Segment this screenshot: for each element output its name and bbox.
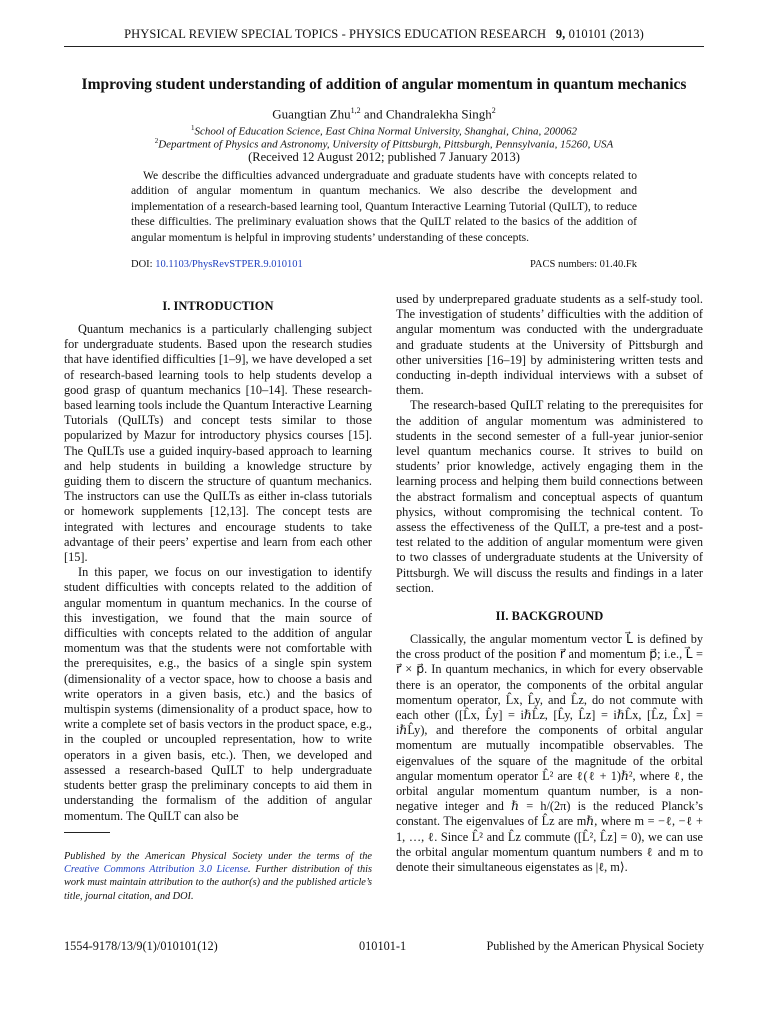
affiliation	[64, 124, 704, 138]
body-paragraph: Quantum mechanics is a particularly challenging subject for undergraduate students. Based upon the research studies that have identified difficulties [1–9], we have developed a set of research-based learning tools to help students develop a good grasp of quantum mechanics [10–14]. These research-based learning tools include the Quantum Interactive Learning Tutorials (QuILTs) and concept tests similar to those popularized by Mazur for introductory physics courses [15]. The QuILTs use a guided inquiry-based approach to learning and help students in building a knowledge structure by guiding them to discern the structure of quantum mechanics. The instructors can use the QuILTs as either in-class tutorials or homework supplements [12,13]. The concept tests are integrated with lectures and encourage students to take advantage of their peers’ expertise and learn from each other [15].	[64, 322, 372, 565]
author-affil-mark: 1,2	[350, 106, 361, 115]
right-column	[396, 292, 703, 596]
license-footnote	[64, 850, 372, 903]
footer-issn: 1554-9178/13/9(1)/010101(12)	[64, 939, 218, 953]
received-date: (Received 12 August 2012; published 7 January 2013)	[248, 150, 520, 164]
abstract-text: We describe the difficulties advanced undergraduate and graduate students have with concepts related to addition of angular momentum in quantum mechanics. We also describe the development and implementation of a research-based learning tool, Quantum Interactive Learning Tutorial (QuILT), to reduce these difficulties. The preliminary evaluation shows that the QuILT related to the basics of the addition of angular momentum is helpful in improving students’ understanding of these concepts.	[131, 169, 637, 244]
footnote-text: Published by the American Physical Society under the terms of the	[64, 851, 372, 862]
author-conjunction: and	[360, 106, 386, 122]
affiliation-text: School of Education Science, East China Normal University, Shanghai, China, 200062	[194, 125, 578, 138]
background-column	[396, 632, 703, 875]
doi	[131, 259, 303, 270]
journal-name: PHYSICAL REVIEW SPECIAL TOPICS - PHYSICS EDUCATION RESEARCH	[124, 27, 547, 41]
author-name: Guangtian Zhu	[272, 106, 351, 122]
section-heading-introduction: I. INTRODUCTION	[162, 299, 274, 313]
paper-title: Improving student understanding of addition of angular momentum in quantum mechanics	[81, 76, 687, 93]
left-column	[64, 322, 372, 824]
affiliation	[64, 137, 704, 151]
affiliation-text: Department of Physics and Astronomy, University of Pittsburgh, Pittsburgh, Pennsylvania, 15260, USA	[158, 138, 614, 151]
volume: 9,	[555, 27, 566, 41]
affiliation-mark: 1	[190, 124, 195, 132]
section-heading-background: II. BACKGROUND	[495, 609, 604, 623]
doi-link[interactable]: 10.1103/PhysRevSTPER.9.010101	[155, 259, 303, 270]
license-link[interactable]: Creative Commons Attribution 3.0 License	[64, 864, 249, 876]
body-paragraph: The research-based QuILT relating to the prerequisites for the addition of angular momentum was administered to students in the second semester of a full-year junior-senior level quantum mechanics course. It strives to build on students’ prior knowledge, actively engaging them in the learning process and helping them build connections between the abstract formalism and conceptual aspects of quantum physics, without compromising the technical content. To assess the effectiveness of the QuILT, a pre-test and a post-test related to the addition of angular momentum were given to two classes of undergraduate students at the University of Pittsburgh. We will discuss the results and findings in a later section.	[396, 398, 703, 595]
abstract	[131, 168, 637, 245]
body-paragraph: Classically, the angular momentum vector L⃗ is defined by the cross product of the position r⃗ and momentum p⃗; i.e., L⃗ = r⃗ × p⃗. In quantum mechanics, in which for every observable there is an operator, the components of the orbital angular momentum operator, L̂x, L̂y, and L̂z, do not commute with each other ([L̂x, L̂y] = iℏL̂z, [L̂y, L̂z] = iℏL̂x, [L̂z, L̂x] = iℏL̂y), and therefore the components of orbital angular momentum are mutually incompatible observables. The eigenvalues of the square of the magnitude of the orbital angular momentum operator L̂² are ℓ(ℓ + 1)ℏ², where ℓ, the orbital angular momentum quantum number, is a non-negative integer and ℏ = h/(2π) is the reduced Planck’s constant. The eigenvalues of L̂z are mℏ, where m = −ℓ, −ℓ + 1, …, ℓ. Since L̂² and L̂z commute ([L̂², L̂z] = 0), we can use the orbital angular momentum quantum numbers ℓ and m to denote their simultaneous eigenstates as |ℓ, m⟩.	[396, 632, 703, 875]
body-paragraph: In this paper, we focus on our investigation to identify student difficulties with concepts related to the addition of angular momentum in quantum mechanics. In the course of this investigation, we found that the main source of difficulties with concepts related to the addition of angular momentum was that the students were not comfortable with the prerequisites, e.g., the basics of a single spin system (dimensionality of a vector space, how to choose a basis and write operators in a given basis, etc.) and the basics of multispin systems (dimensionality of a product space, how to write a complete set of basis vectors in the product space, e.g., in the coupled or uncoupled representation, how to write operators in a given basis, etc.). Then, we developed and assessed a research-based QuILT to help undergraduate students better grasp the preliminary concepts to aid them in understanding the formalism of the addition of angular momentum. The QuILT can also be	[64, 565, 372, 823]
author-list	[64, 106, 704, 122]
header-rule	[64, 46, 704, 47]
footnote-text: . Further distribution of this work must maintain attribution to the author(s) and the published article’s title, journal citation, and DOI.	[64, 864, 372, 902]
pacs-numbers: PACS numbers: 01.40.Fk	[530, 259, 637, 270]
running-head	[64, 27, 704, 42]
footer-publisher: Published by the American Physical Society	[486, 939, 704, 953]
body-paragraph: used by underprepared graduate students as a self-study tool. The investigation of students’ difficulties with the addition of angular momentum was conducted with the undergraduate and graduate students at the University of Pittsburgh and other universities [16–19] by administering written tests and conducting in-depth individual interviews with a subset of them.	[396, 292, 703, 398]
footnote-rule	[64, 832, 110, 833]
author-affil-mark: 2	[491, 106, 496, 115]
doi-label: DOI:	[131, 259, 156, 270]
affiliation-mark: 2	[154, 137, 159, 145]
citation: 010101 (2013)	[568, 27, 644, 41]
page-number: 010101-1	[359, 939, 407, 953]
author-name: Chandralekha Singh	[385, 106, 492, 122]
